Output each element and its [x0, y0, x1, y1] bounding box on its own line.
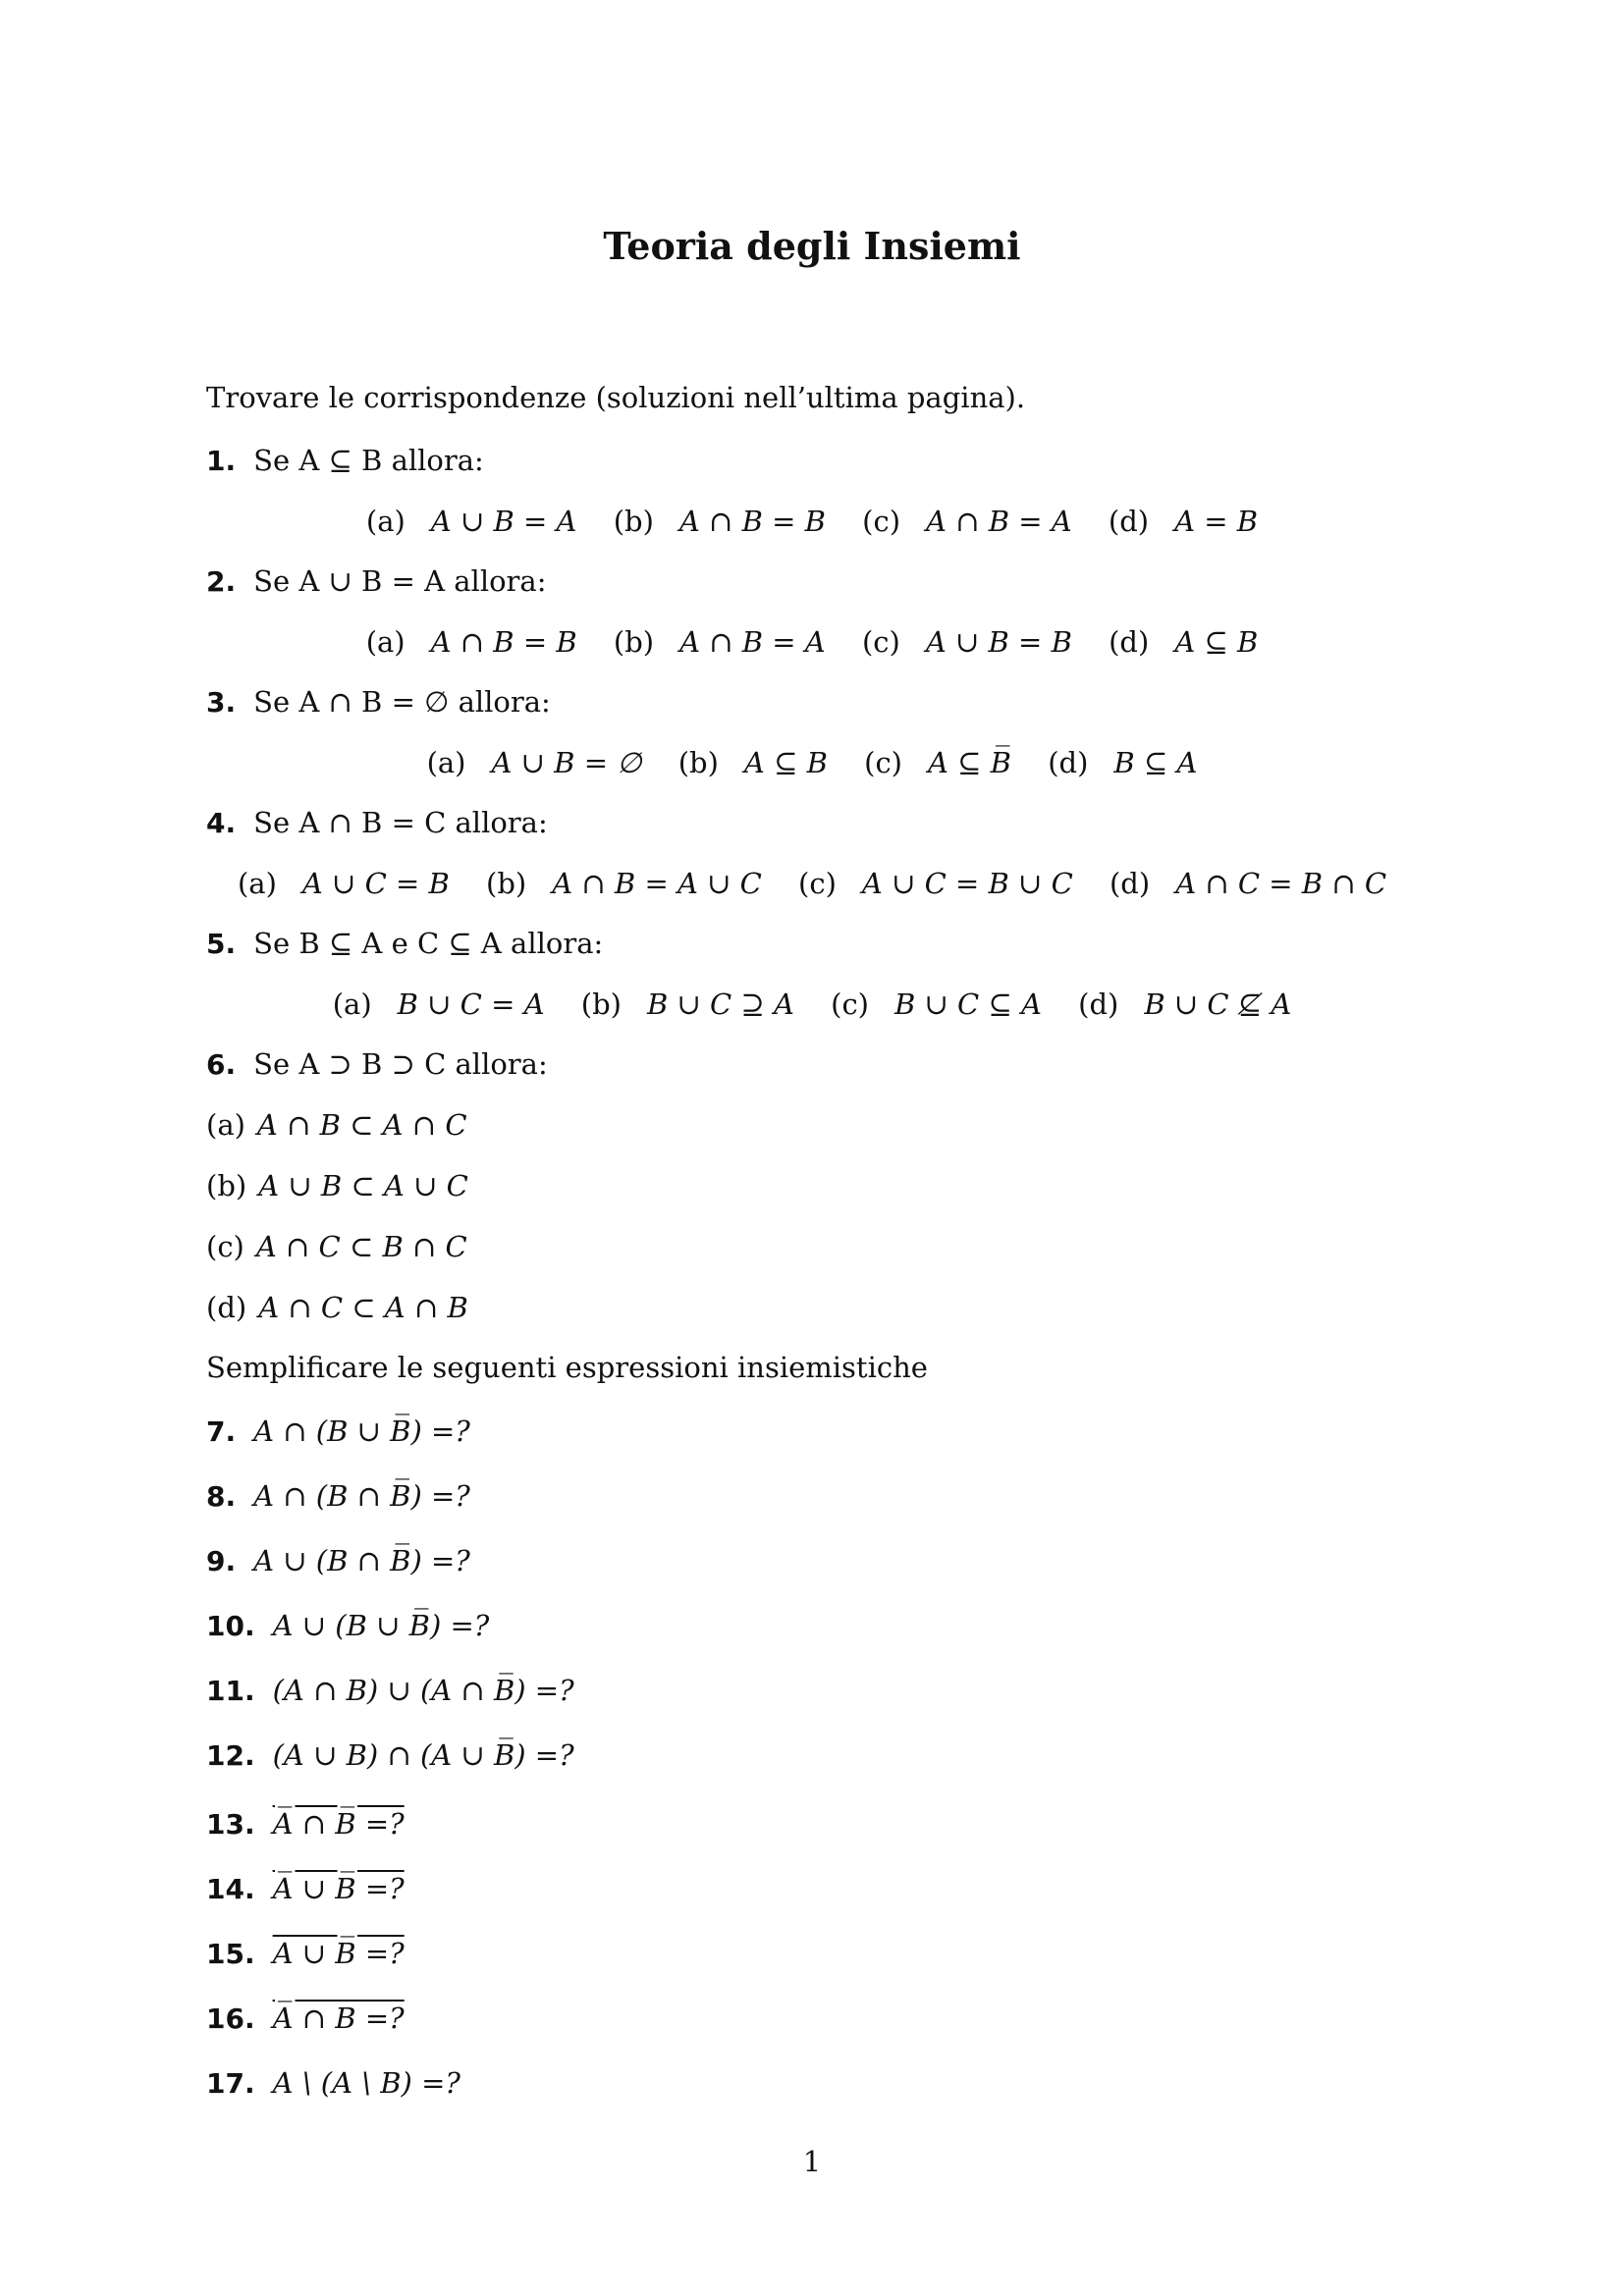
question-2 — [206, 564, 546, 598]
expression-16: 16. A̅ ∩ B =? — [206, 2002, 405, 2035]
expression-9: 9. A ∪ (B ∩ B̅) =? — [206, 1544, 470, 1577]
expression-15: 15. A ∪ B̅ =? — [206, 1937, 405, 1970]
option-d: (d) B ⊆ A — [1048, 746, 1198, 779]
question-1 — [206, 444, 484, 477]
question-6-option-a: (a) A ∩ B ⊂ A ∩ C — [206, 1108, 467, 1142]
question-text: Se A ⊃ B ⊃ C allora: — [253, 1047, 548, 1081]
option-d: (d) A = B — [1108, 505, 1259, 538]
question-number: 5. — [206, 928, 237, 960]
question-number: 1. — [206, 445, 237, 477]
expression-11: 11. (A ∩ B) ∪ (A ∩ B̅) =? — [206, 1674, 574, 1707]
question-1-options — [0, 505, 1624, 538]
option-a: (a) A ∪ B = A — [365, 505, 577, 538]
question-text: Se A ∩ B = ∅ allora: — [253, 685, 551, 719]
expression-17: 17. A \ (A \ B) =? — [206, 2066, 460, 2100]
question-text: Se A ∩ B = C allora: — [253, 806, 548, 839]
intro-text: Trovare le corrispondenze (soluzioni nell’ultima pagina). — [206, 381, 1026, 414]
option-b: (b) A ⊆ B — [677, 746, 828, 779]
question-text: Se B ⊆ A e C ⊆ A allora: — [253, 927, 604, 960]
expression-10: 10. A ∪ (B ∪ B̅) =? — [206, 1609, 490, 1642]
question-number: 4. — [206, 807, 237, 839]
option-b: (b) A ∩ B = B — [613, 505, 826, 538]
question-5-options — [0, 988, 1624, 1021]
question-text: Se A ⊆ B allora: — [253, 444, 484, 477]
question-4-options — [0, 867, 1624, 900]
expression-13: 13. A̅ ∩ B̅ =? — [206, 1807, 405, 1841]
question-6-option-c: (c) A ∩ C ⊂ B ∩ C — [206, 1230, 467, 1263]
option-a: (a) A ∪ B = ∅ — [426, 746, 642, 779]
question-6 — [206, 1047, 548, 1081]
question-4 — [206, 806, 548, 839]
option-d: (d) A ⊆ B — [1109, 625, 1259, 659]
question-2-options — [0, 625, 1624, 659]
option-c: (c) B ∪ C ⊆ A — [831, 988, 1042, 1021]
option-a: (a) A ∪ C = B — [237, 867, 450, 900]
option-a: (a) B ∪ C = A — [332, 988, 545, 1021]
option-a: (a) A ∩ B = B — [365, 625, 577, 659]
question-6-option-d: (d) A ∩ C ⊂ A ∩ B — [206, 1291, 468, 1324]
question-3-options — [0, 746, 1624, 779]
option-d: (d) B ∪ C ⊈ A — [1078, 988, 1292, 1021]
expression-8: 8. A ∩ (B ∩ B̅) =? — [206, 1479, 470, 1513]
simplify-heading: Semplificare le seguenti espressioni insiemistiche — [206, 1351, 928, 1384]
option-c: (c) A ∪ C = B ∪ C — [798, 867, 1073, 900]
question-6-option-b: (b) A ∪ B ⊂ A ∪ C — [206, 1169, 468, 1202]
question-text: Se A ∪ B = A allora: — [253, 564, 547, 598]
question-number: 3. — [206, 686, 237, 719]
option-c: (c) A ⊆ B̅ — [864, 746, 1011, 779]
question-5 — [206, 927, 603, 960]
expression-7: 7. A ∩ (B ∪ B̅) =? — [206, 1415, 470, 1448]
question-3 — [206, 685, 551, 719]
option-d: (d) A ∩ C = B ∩ C — [1109, 867, 1387, 900]
question-number: 2. — [206, 565, 237, 598]
expression-12: 12. (A ∪ B) ∩ (A ∪ B̅) =? — [206, 1738, 574, 1772]
option-c: (c) A ∩ B = A — [862, 505, 1072, 538]
option-b: (b) B ∪ C ⊇ A — [580, 988, 794, 1021]
option-c: (c) A ∪ B = B — [861, 625, 1072, 659]
page-number: 1 — [802, 2145, 822, 2178]
option-b: (b) A ∩ B = A ∪ C — [486, 867, 762, 900]
question-number: 6. — [206, 1048, 237, 1081]
page-title: Teoria degli Insiemi — [603, 224, 1021, 268]
option-b: (b) A ∩ B = A — [613, 625, 826, 659]
expression-14: 14. A̅ ∪ B̅ =? — [206, 1872, 405, 1905]
